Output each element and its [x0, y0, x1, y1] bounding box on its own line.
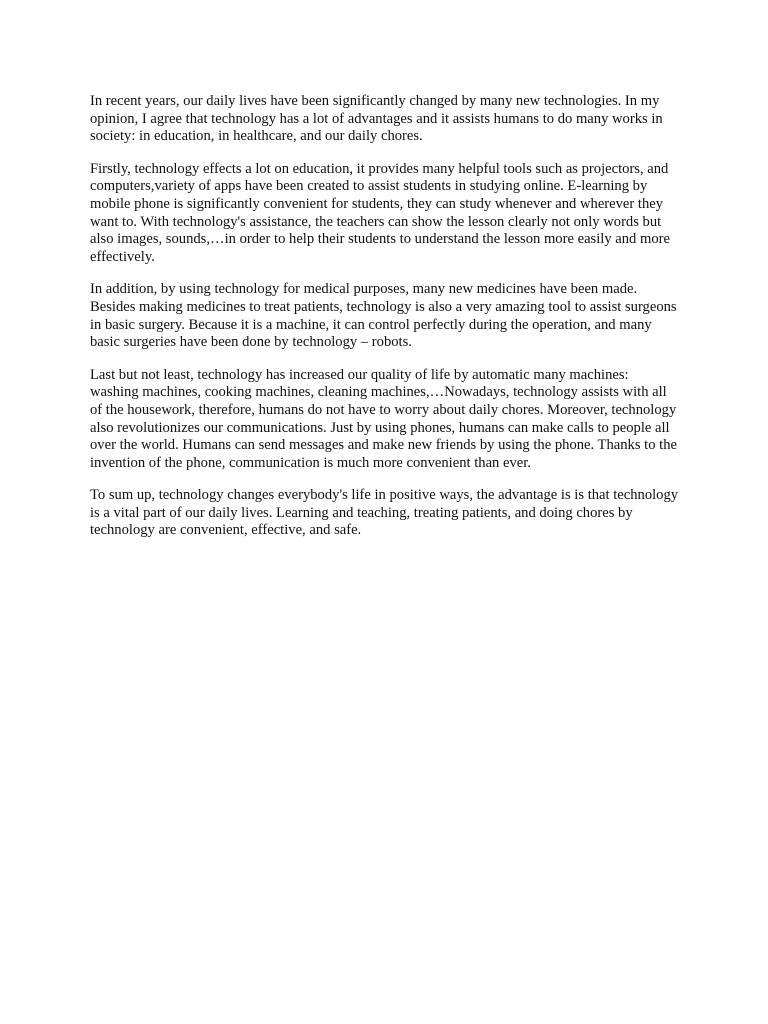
paragraph-daily-chores: Last but not least, technology has increased our quality of life by automatic many machines: washing machines, cooking machines, cleaning machines,…Nowadays, technology assists with all of the housework, therefore, humans do not have to worry about daily chores. Moreover, technology also revolutionizes our communications. Just by using phones, humans can make calls to people all over the world. Humans can send messages and make new friends by using the phone. Thanks to the invention of the phone, communication is much more convenient than ever. [90, 366, 677, 471]
paragraph-healthcare: In addition, by using technology for medical purposes, many new medicines have been made. Besides making medicines to treat patients, technology is also a very amazing tool to assist surgeons in basic surgery. Because it is a machine, it can control perfectly during the operation, and many basic surgeries have been done by technology – robots. [90, 281, 677, 351]
paragraph-education: Firstly, technology effects a lot on education, it provides many helpful tools such as projectors, and computers,variety of apps have been created to assist students in studying online. E-learning by mobile phone is significantly convenient for students, they can study whenever and wherever they want to. With technology's assistance, the teachers can show the lesson clearly not only words but also images, sounds,…in order to help their students to understand the lesson more easily and more effectively. [90, 160, 670, 265]
paragraph-introduction: In recent years, our daily lives have been significantly changed by many new technologies. In my opinion, I agree that technology has a lot of advantages and it assists humans to do many works in society: in education, in healthcare, and our daily chores. [90, 93, 663, 145]
document-body [90, 93, 680, 555]
paragraph-conclusion: To sum up, technology changes everybody's life in positive ways, the advantage is is that technology is a vital part of our daily lives. Learning and teaching, treating patients, and doing chores by technology are convenient, effective, and safe. [90, 487, 679, 539]
